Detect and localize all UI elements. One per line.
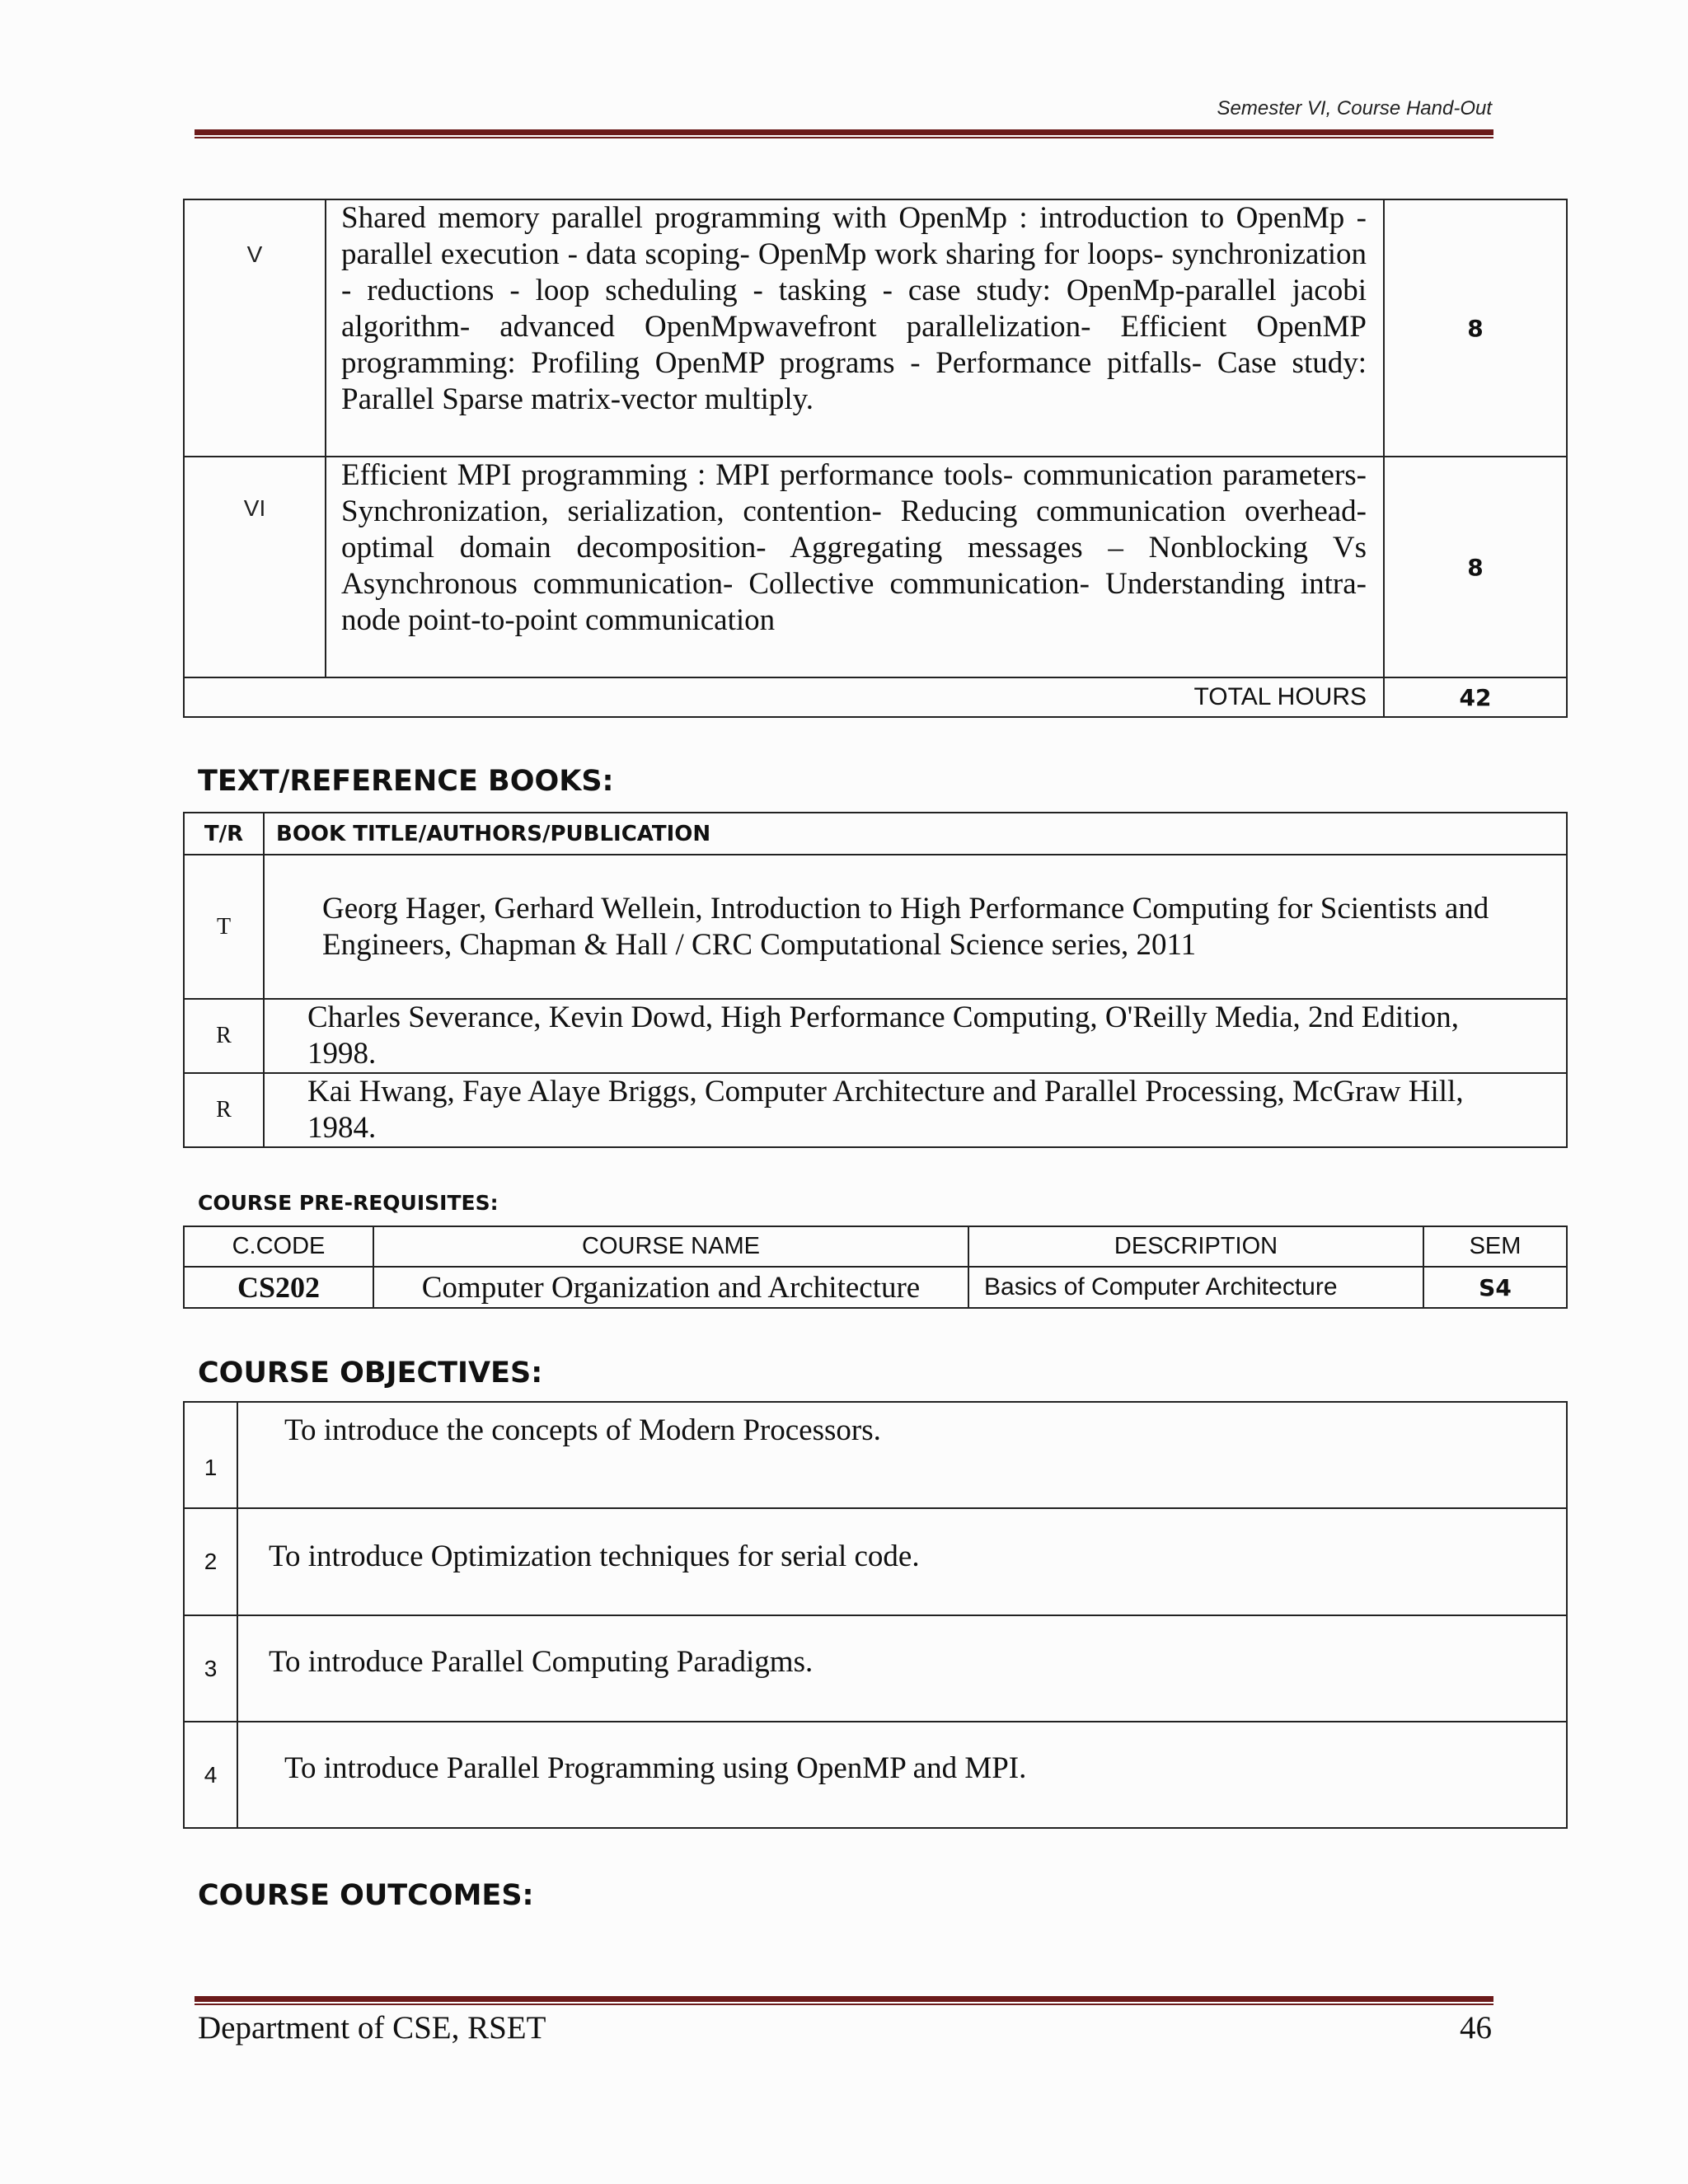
prereq-name: Computer Organization and Architecture xyxy=(373,1267,968,1308)
book-type: R xyxy=(184,1073,264,1147)
prereq-description: Basics of Computer Architecture xyxy=(968,1267,1423,1308)
prereq-code: CS202 xyxy=(184,1267,373,1308)
prereq-header-description: DESCRIPTION xyxy=(968,1226,1423,1267)
module-row xyxy=(184,457,1567,677)
module-content: Efficient MPI programming : MPI performance tools- communication parameters- Synchronization, serialization, contention- Reducing communication overhead- optimal domain decomposition- Aggregating messages – Nonblocking Vs Asynchronous communication- Collective communication- Understanding intra-node point-to-point communication xyxy=(326,457,1384,677)
book-type: T xyxy=(184,855,264,999)
header-rule-thin xyxy=(195,137,1493,138)
module-content: Shared memory parallel programming with OpenMp : introduction to OpenMp - parallel execution - data scoping- OpenMp work sharing for loops- synchronization - reductions - loop scheduling - tasking - case study: OpenMp-parallel jacobi algorithm- advanced OpenMpwavefront parallelization- Efficient OpenMP programming: Profiling OpenMP programs - Performance pitfalls- Case study: Parallel Sparse matrix-vector multiply. xyxy=(326,199,1384,457)
prereq-header-name: COURSE NAME xyxy=(373,1226,968,1267)
modules-table xyxy=(183,199,1568,718)
book-row xyxy=(184,855,1567,999)
prereq-header-sem: SEM xyxy=(1423,1226,1567,1267)
objective-number: 4 xyxy=(184,1722,237,1828)
header-rule xyxy=(195,129,1493,135)
book-row xyxy=(184,999,1567,1073)
prereq-header-row xyxy=(184,1226,1567,1267)
objective-row xyxy=(184,1402,1567,1508)
books-header-type: T/R xyxy=(184,813,264,855)
books-header-title: BOOK TITLE/AUTHORS/PUBLICATION xyxy=(264,813,1567,855)
books-header-row xyxy=(184,813,1567,855)
objective-row xyxy=(184,1615,1567,1722)
module-row xyxy=(184,199,1567,457)
footer-department: Department of CSE, RSET xyxy=(198,2010,546,2046)
module-hours: 8 xyxy=(1384,457,1567,677)
book-type: R xyxy=(184,999,264,1073)
footer-rule-thin xyxy=(195,2004,1493,2005)
prereq-table xyxy=(183,1226,1568,1309)
footer-rule xyxy=(195,1996,1493,2002)
book-reference: Georg Hager, Gerhard Wellein, Introduction to High Performance Computing for Scientists and Engineers, Chapman & Hall / CRC Computational Science series, 2011 xyxy=(264,855,1567,999)
book-reference: Kai Hwang, Faye Alaye Briggs, Computer Architecture and Parallel Processing, McGraw Hill, 1984. xyxy=(264,1073,1567,1147)
books-table xyxy=(183,812,1568,1148)
books-title: TEXT/REFERENCE BOOKS: xyxy=(198,765,614,798)
module-number: VI xyxy=(184,457,326,677)
objective-row xyxy=(184,1722,1567,1828)
book-reference: Charles Severance, Kevin Dowd, High Performance Computing, O'Reilly Media, 2nd Edition, 1998. xyxy=(264,999,1567,1073)
total-hours-value: 42 xyxy=(1384,677,1567,717)
objectives-title: COURSE OBJECTIVES: xyxy=(198,1357,543,1390)
prereq-header-code: C.CODE xyxy=(184,1226,373,1267)
objective-number: 2 xyxy=(184,1508,237,1615)
objective-text: To introduce the concepts of Modern Processors. xyxy=(237,1402,1567,1508)
page-number: 46 xyxy=(1460,2010,1492,2046)
prereq-title: COURSE PRE-REQUISITES: xyxy=(198,1191,499,1215)
module-hours: 8 xyxy=(1384,199,1567,457)
objective-text: To introduce Optimization techniques for serial code. xyxy=(237,1508,1567,1615)
objective-text: To introduce Parallel Programming using OpenMP and MPI. xyxy=(237,1722,1567,1828)
objectives-table xyxy=(183,1401,1568,1829)
objective-text: To introduce Parallel Computing Paradigms. xyxy=(237,1615,1567,1722)
objective-number: 3 xyxy=(184,1615,237,1722)
book-row xyxy=(184,1073,1567,1147)
header-title: Semester VI, Course Hand-Out xyxy=(1217,97,1492,120)
objective-number: 1 xyxy=(184,1402,237,1508)
prereq-row xyxy=(184,1267,1567,1308)
total-hours-label: TOTAL HOURS xyxy=(184,677,1384,717)
prereq-sem: S4 xyxy=(1423,1267,1567,1308)
module-number: V xyxy=(184,199,326,457)
total-row xyxy=(184,677,1567,717)
outcomes-title: COURSE OUTCOMES: xyxy=(198,1879,534,1912)
objective-row xyxy=(184,1508,1567,1615)
